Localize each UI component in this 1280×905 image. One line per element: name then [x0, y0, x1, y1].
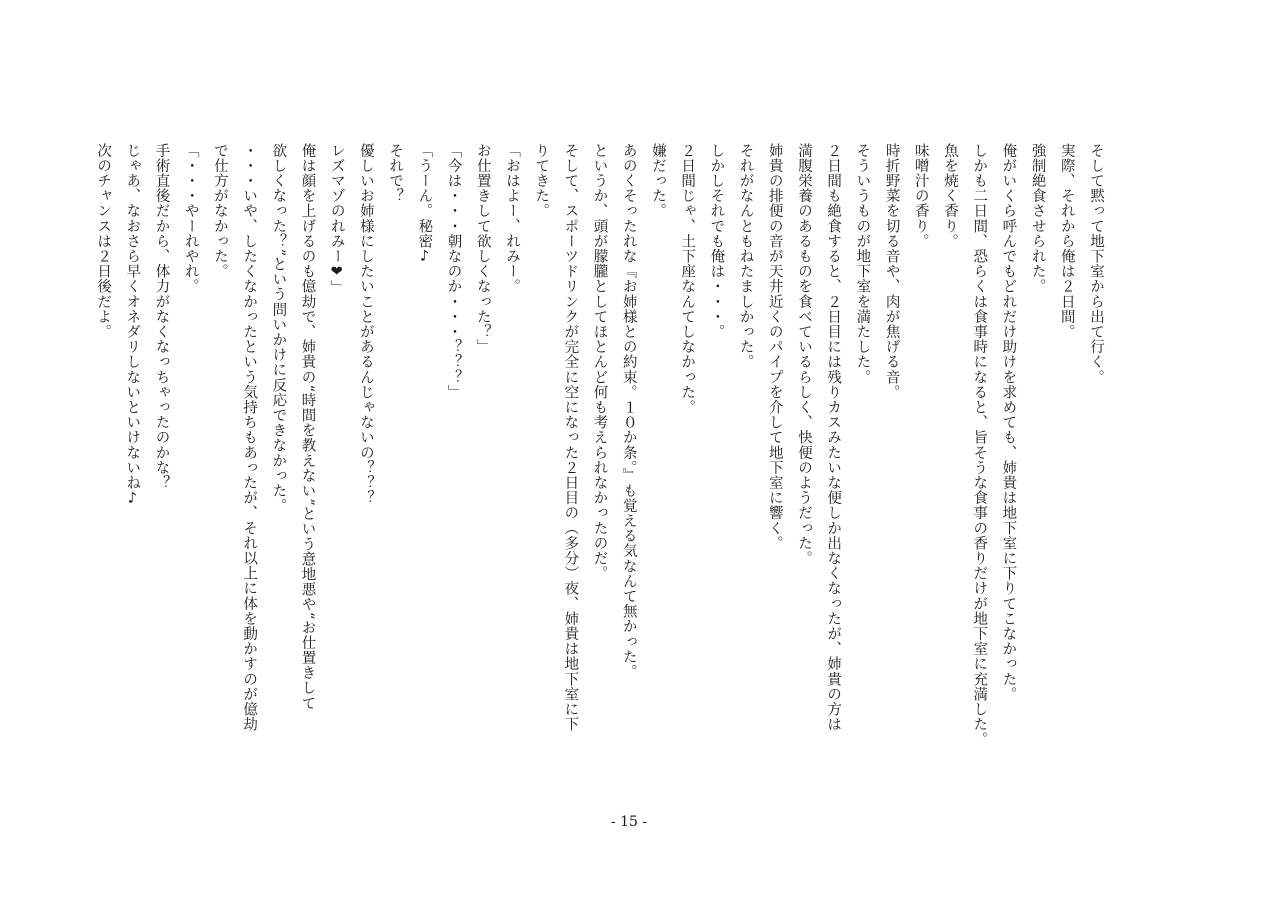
text-line: 魚を焼く香り。 [941, 143, 958, 249]
page-number: - 15 - [610, 814, 648, 830]
text-line: ２日間じゃ、土下座なんてしなかった。 [679, 143, 696, 415]
text-line: で仕方がなかった。 [211, 143, 228, 279]
text-line: 時折野菜を切る音や、肉が焦げる音。 [883, 143, 900, 400]
text-line: しかしそれでも俺は・・・。 [708, 143, 725, 340]
text-line: 「今は・・・朝なのか・・・？？？」 [445, 143, 462, 400]
text-line: そして、スポーツドリンクが完全に空になった２日目の（多分）夜、姉貴は地下室に下 [562, 143, 579, 732]
text-line: 味噌汁の香り。 [912, 143, 929, 249]
text-line: 「・・・やーれやれ。 [182, 143, 199, 294]
text-line: 「おはよー、れみー。 [503, 143, 520, 294]
text-line: それがなんともねたましかった。 [737, 143, 754, 370]
text-line: あのくそったれな『お姉様との約束。１０か条。』も覚える気なんて無かった。 [620, 143, 637, 680]
text-line: それで？ [387, 143, 404, 204]
text-line: ２日間も絶食すると、２日目には残りカスみたいな便しか出なくなったが、姉貴の方は [825, 143, 842, 732]
text-line: じゃあ、なおさら早くオネダリしないといけないね♪ [124, 143, 141, 507]
vertical-text-body [95, 143, 1110, 793]
text-line: 「うーん。秘密♪ [416, 143, 433, 266]
text-line: そして黙って地下室から出て行く。 [1088, 143, 1104, 385]
text-line: りてきた。 [533, 143, 550, 219]
text-line: 満腹栄養のあるものを食べているらしく、快便のようだった。 [795, 143, 812, 566]
text-line: しかも二日間、恐らくは食事時になると、旨そうな食事の香りだけが地下室に充満した。 [971, 143, 988, 747]
text-line: というか、頭が朦朧としてほとんど何も考えられなかったのだ。 [591, 143, 608, 581]
text-line: お仕置きして欲しくなった？」 [474, 143, 491, 355]
text-line: 俺がいくら呼んでもどれだけ助けを求めても、姉貴は地下室に下りてこなかった。 [1000, 143, 1017, 702]
text-line: 手術直後だから、体力がなくなっちゃったのかな？ [153, 143, 170, 491]
text-line: 強制絶食させられた。 [1029, 143, 1046, 294]
text-line: 嫌だった。 [649, 143, 666, 219]
text-line: そういうものが地下室を満たした。 [854, 143, 871, 385]
text-line: 優しいお姉様にしたいことがあるんじゃないの？？？ [357, 143, 374, 506]
text-line: ・・・いや、したくなかったという気持ちもあったが、それ以上に体を動かすのが億劫 [241, 143, 258, 732]
text-line: 姉貴の排便の音が天井近くのパイプを介して地下室に響く。 [766, 143, 783, 551]
text-line: レズマゾのれみー❤」 [328, 143, 345, 296]
text-line: 実際、それから俺は２日間。 [1058, 143, 1075, 340]
text-line: 欲しくなった？”という問いかけに反応できなかった。 [270, 143, 287, 514]
text-line: 俺は顔を上げるのも億劫で、姉貴の“時間を教えない”という意地悪や“お仕置きして [299, 143, 316, 711]
text-line: 次のチャンスは２日後だよ。 [95, 143, 112, 340]
